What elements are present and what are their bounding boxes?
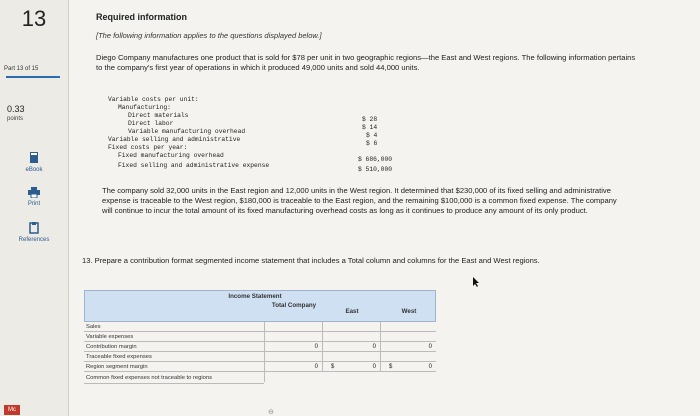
table-row <box>84 352 436 362</box>
total-input[interactable] <box>264 332 322 342</box>
sidebar <box>0 0 69 416</box>
east-input[interactable] <box>322 332 380 342</box>
points-value: 0.33 <box>7 104 25 114</box>
references-icon <box>29 222 39 234</box>
table-row <box>84 342 436 352</box>
instruction-text: [The following information applies to the questions displayed below.] <box>96 31 322 40</box>
row-label: Variable expenses <box>86 334 134 340</box>
references-button[interactable] <box>0 222 68 243</box>
cost-value: $ 4 <box>366 132 378 139</box>
question-text: 13. Prepare a contribution format segmented income statement that includes a Total column and columns for the East and West regions. <box>82 256 540 265</box>
west-value: 0 <box>380 342 436 352</box>
dollar-sign: $ <box>389 364 393 370</box>
col-west-header: West <box>401 308 417 315</box>
cost-value: $ 28 <box>362 116 378 123</box>
cost-label: Direct labor <box>128 120 174 127</box>
book-icon <box>29 152 39 164</box>
table-row <box>84 362 436 372</box>
table-row <box>84 372 264 384</box>
cost-label: Direct materials <box>128 112 189 119</box>
east-input[interactable] <box>322 322 380 332</box>
total-value: 0 <box>264 342 322 352</box>
table-row <box>84 332 436 342</box>
print-label: Print <box>27 201 41 207</box>
part-indicator[interactable]: Part 13 of 15 <box>4 66 39 72</box>
part-progress-bar <box>6 76 60 78</box>
ebook-label: eBook <box>25 167 43 173</box>
points-label: points <box>7 116 24 122</box>
brand-logo: Mc <box>4 405 20 415</box>
col-total-header: Total Company <box>271 302 317 309</box>
cost-label: Fixed manufacturing overhead <box>118 152 224 159</box>
west-input[interactable] <box>380 332 436 342</box>
cost-value: $ 6 <box>366 140 378 147</box>
west-value: $ 0 <box>380 362 436 372</box>
total-input[interactable] <box>264 352 322 362</box>
cursor-icon <box>472 276 480 288</box>
total-input[interactable] <box>264 322 322 332</box>
cost-value: $ 510,000 <box>358 166 393 173</box>
intro-text: Diego Company manufactures one product that is sold for $78 per unit in two geographic regions—the East and West regions. The following information pertains to the company's first year of operations in which it produced 49,000 units and sold 44,000 units. <box>96 53 636 72</box>
printer-icon <box>28 187 40 198</box>
cost-label: Variable costs per unit: <box>108 96 199 103</box>
required-information-heading: Required information <box>96 12 188 22</box>
ebook-button[interactable] <box>0 152 68 173</box>
dollar-sign: $ <box>331 364 335 370</box>
cost-label: Variable selling and administrative <box>108 136 241 143</box>
west-input[interactable] <box>380 322 436 332</box>
table-row <box>84 322 436 332</box>
total-value: 0 <box>264 362 322 372</box>
cost-label: Manufacturing: <box>118 104 171 111</box>
cost-value: $ 14 <box>362 124 378 131</box>
link-icon: ⊖ <box>268 409 274 416</box>
row-label: Traceable fixed expenses <box>86 354 152 360</box>
west-input[interactable] <box>380 352 436 362</box>
east-input[interactable] <box>322 352 380 362</box>
region-paragraph: The company sold 32,000 units in the East region and 12,000 units in the West region. It determined that $230,000 of its fixed selling and administrative expense is traceable to the West region, $180,000 is traceable to the East region, and the remaining $100,000 is a common fixed expense. The company will continue to incur the total amount of its fixed manufacturing overhead costs as long as it continues to produce any amount of its only product. <box>102 186 617 215</box>
east-value: 0 <box>322 342 380 352</box>
cost-label: Variable manufacturing overhead <box>128 128 246 135</box>
table-header <box>84 290 436 322</box>
print-button[interactable] <box>0 187 68 207</box>
income-statement-title: Income Statement <box>228 293 282 300</box>
row-label: Common fixed expenses not traceable to regions <box>86 375 212 381</box>
cost-value: $ 686,000 <box>358 156 393 163</box>
cost-label: Fixed costs per year: <box>108 144 188 151</box>
col-east-header: East <box>345 308 359 315</box>
cost-label: Fixed selling and administrative expense <box>118 162 270 169</box>
row-label: Contribution margin <box>86 344 137 350</box>
row-label: Region segment margin <box>86 364 148 370</box>
east-value: $ 0 <box>322 362 380 372</box>
row-label: Sales <box>86 324 101 330</box>
references-label: References <box>18 237 50 243</box>
question-number: 13 <box>21 6 47 31</box>
